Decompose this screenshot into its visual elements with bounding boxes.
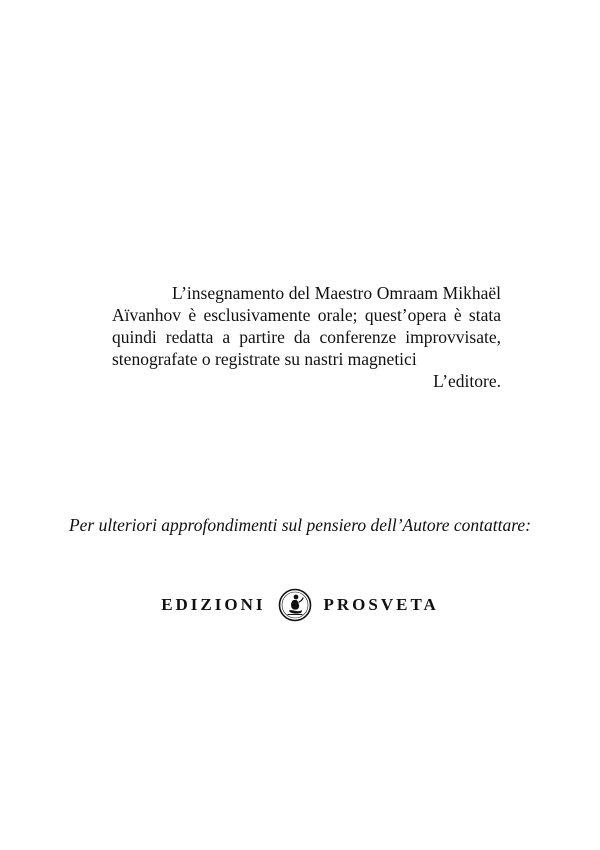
publisher-imprint — [0, 588, 600, 622]
publisher-name-left: EDIZIONI — [161, 595, 266, 614]
publisher-name-right: PROSVETA — [323, 595, 439, 614]
prosveta-emblem-icon — [278, 588, 312, 622]
notice-line-3: quindi redatta a partire da conferenze improvvisate, — [112, 327, 501, 347]
notice-signature: L’editore. — [433, 371, 501, 391]
contact-prompt: Per ulteriori approfondimenti sul pensiero dell’Autore contattare: — [68, 515, 532, 535]
notice-line-4: stenografate o registrate su nastri magnetici — [112, 349, 417, 369]
notice-line-1: L’insegnamento del Maestro Omraam Mikhaël — [172, 283, 501, 303]
notice-line-2: Aïvanhov è esclusivamente orale; quest’opera è stata — [112, 305, 501, 325]
publisher-notice — [112, 282, 501, 392]
